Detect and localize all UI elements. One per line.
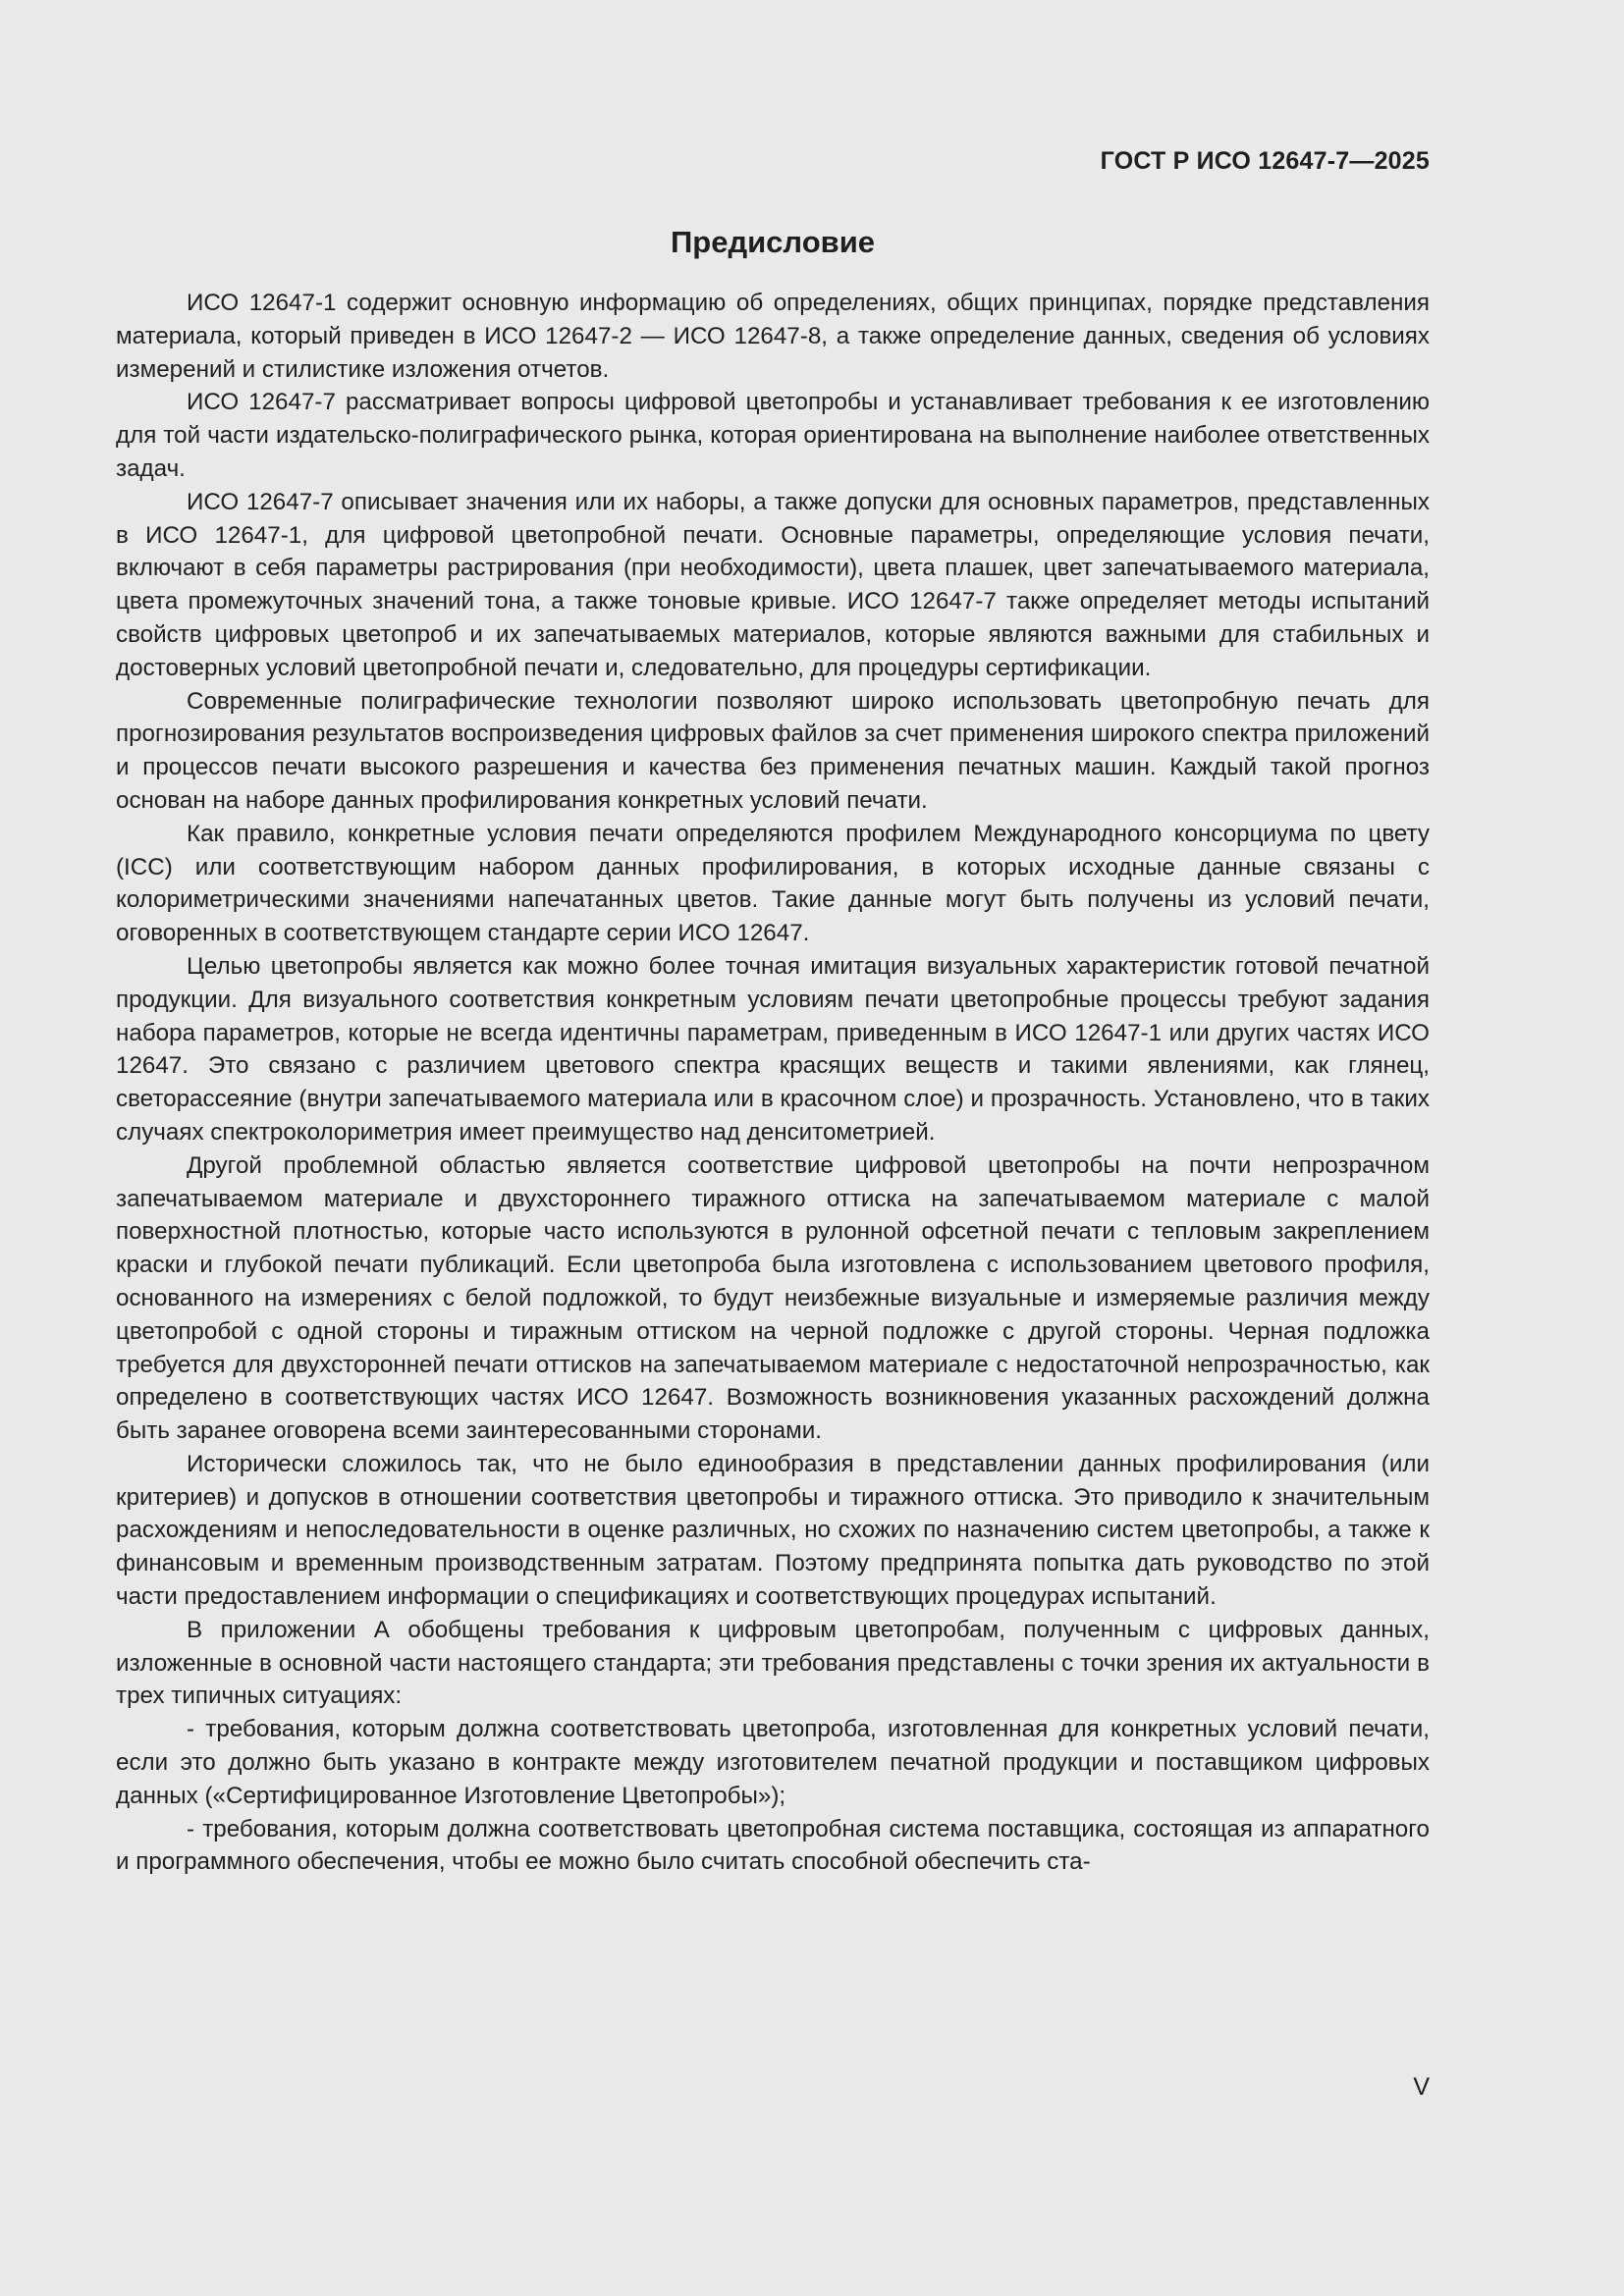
foreword-body [116,287,1430,1879]
list-item: - требования, которым должна соответствовать цветопробная система поставщика, состоящая из аппаратного и программного обеспечения, чтобы ее можно было считать способной обеспечить ста- [116,1815,1430,1876]
paragraph: ИСО 12647-1 содержит основную информацию об определениях, общих принципах, порядке представления материала, который приведен в ИСО 12647-2 — ИСО 12647-8, а также определение данных, сведения об условиях измерений и стилистике изложения отчетов. [116,290,1430,383]
list-item: - требования, которым должна соответствовать цветопроба, изготовленная для конкретных условий печати, если это должно быть указано в контракте между изготовителем печатной продукции и поставщиком цифровых данных («Сертифицированное Изготовление Цветопробы»); [116,1716,1430,1809]
paragraph: Другой проблемной областью является соответствие цифровой цветопробы на почти непрозрачном запечатываемом материале и двухстороннего тиражного оттиска на запечатываемом материале с малой поверхностной плотностью, которые часто используются в рулонной офсетной печати с тепловым закреплением краски и глубокой печати публикаций. Если цветопроба была изготовлена с использованием цветового профиля, основанного на измерениях с белой подложкой, то будут неизбежные визуальные и измеряемые различия между цветопробой с одной стороны и тиражным оттиском на черной подложке с другой стороны. Черная подложка требуется для двухсторонней печати оттисков на запечатываемом материале с недостаточной непрозрачностью, как определено в соответствующих частях ИСО 12647. Возможность возникновения указанных расхождений должна быть заранее оговорена всеми заинтересованными сторонами. [116,1151,1430,1445]
paragraph: В приложении А обобщены требования к цифровым цветопробам, полученным с цифровых данных, изложенные в основной части настоящего стандарта; эти требования представлены с точки зрения их актуальности в трех типичных ситуациях: [116,1616,1430,1710]
page-title: Предисловие [670,225,875,259]
standard-id-header: ГОСТ Р ИСО 12647-7—2025 [1100,147,1430,175]
paragraph: Исторически сложилось так, что не было единообразия в представлении данных профилирования (или критериев) и допусков в отношении соответствия цветопробы и тиражного оттиска. Это приводило к значительным расхождениям и непоследовательности в оценке различных, но схожих по назначению систем цветопробы, а также к финансовым и временным производственным затратам. Поэтому предпринята попытка дать руководство по этой части предоставлением информации о спецификациях и соответствующих процедурах испытаний. [116,1450,1430,1611]
paragraph: Целью цветопробы является как можно более точная имитация визуальных характеристик готовой печатной продукции. Для визуального соответствия конкретным условиям печати цветопробные процессы требуют задания набора параметров, которые не всегда идентичны параметрам, приведенным в ИСО 12647-1 или других частях ИСО 12647. Это связано с различием цветового спектра красящих веществ и такими явлениями, как глянец, светорассеяние (внутри запечатываемого материала или в красочном слое) и прозрачность. Установлено, что в таких случаях спектроколориметрия имеет преимущество над денситометрией. [116,952,1430,1146]
paragraph: Как правило, конкретные условия печати определяются профилем Международного консорциума по цвету (ICC) или соответствующим набором данных профилирования, в которых исходные данные связаны с колориметрическими значениями напечатанных цветов. Такие данные могут быть получены из условий печати, оговоренных в соответствующем стандарте серии ИСО 12647. [116,820,1430,947]
page-number: V [1413,2073,1430,2101]
paragraph: ИСО 12647-7 описывает значения или их наборы, а также допуски для основных параметров, представленных в ИСО 12647-1, для цифровой цветопробной печати. Основные параметры, определяющие условия печати, включают в себя параметры растрирования (при необходимости), цвета плашек, цвет запечатываемого материала, цвета промежуточных значений тона, а также тоновые кривые. ИСО 12647-7 также определяет методы испытаний свойств цифровых цветопроб и их запечатываемых материалов, которые являются важными для стабильных и достоверных условий цветопробной печати и, следовательно, для процедуры сертификации. [116,488,1430,681]
paragraph: ИСО 12647-7 рассматривает вопросы цифровой цветопробы и устанавливает требования к ее изготовлению для той части издательско-полиграфического рынка, которая ориентирована на выполнение наиболее ответственных задач. [116,389,1430,482]
paragraph: Современные полиграфические технологии позволяют широко использовать цветопробную печать для прогнозирования результатов воспроизведения цифровых файлов за счет применения широкого спектра приложений и процессов печати высокого разрешения и качества без применения печатных машин. Каждый такой прогноз основан на наборе данных профилирования конкретных условий печати. [116,687,1430,814]
